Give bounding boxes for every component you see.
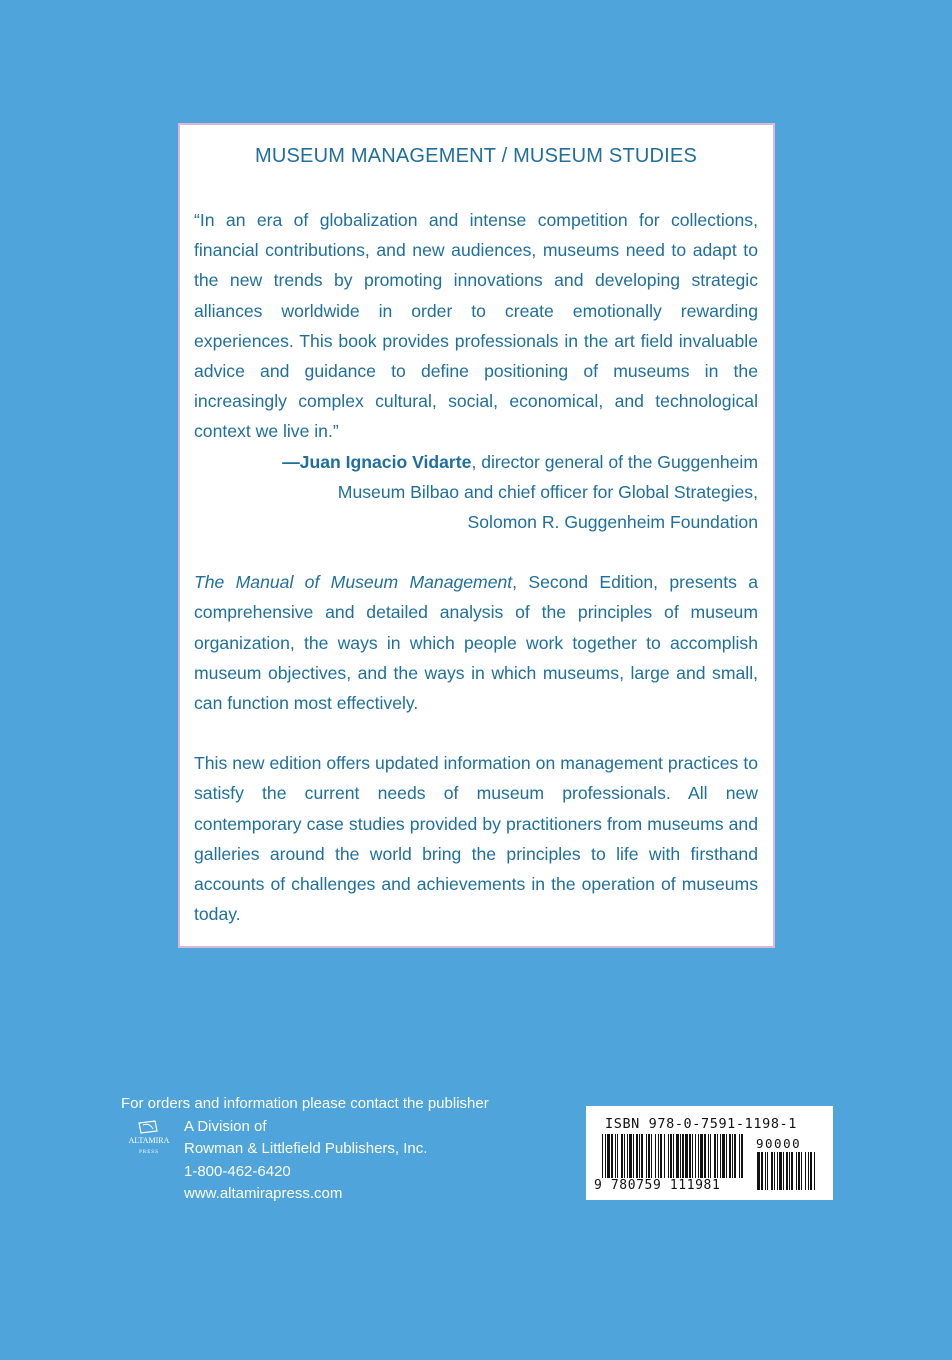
barcode-addon-bar [796,1152,797,1190]
barcode-bar [708,1134,709,1178]
barcode-bar [700,1134,703,1178]
barcode-bar [658,1134,659,1178]
barcode-bar [734,1134,736,1178]
barcode-addon-bar [808,1152,809,1190]
barcode-addon-bar [771,1152,773,1190]
barcode-bar [641,1134,643,1178]
barcode-bar [636,1134,638,1178]
attribution-name: Juan Ignacio Vidarte [299,451,472,472]
publisher-website: www.altamirapress.com [184,1185,343,1203]
isbn-number: ISBN 978-0-7591-1198-1 [605,1116,798,1132]
barcode-bar [664,1134,665,1178]
book-description [194,567,758,718]
new-edition-paragraph: This new edition offers updated information on management practices to satisfy the current needs of museum professionals. All new contemporary case studies provided by practitioners from museums and galleries around the world bring the principles to life with firsthand accounts of challenges and achievements in the operation of museums today. [194,753,758,925]
spacer [194,537,758,567]
publisher-company: Rowman & Littlefield Publishers, Inc. [184,1140,428,1158]
price-code: 90000 [756,1136,802,1151]
barcode-bar [685,1134,688,1178]
barcode-bar [741,1134,743,1178]
barcode-bar [729,1134,731,1178]
book-title: The Manual of Museum Management [194,572,513,593]
barcode-bar [639,1134,640,1178]
logo-subtext: PRESS [139,1150,159,1155]
back-cover-panel [178,123,775,948]
publisher-phone: 1-800-462-6420 [184,1162,291,1180]
barcode-bar [605,1134,606,1178]
barcode-bar [624,1134,625,1178]
attribution-line1: , director general of the Guggenheim [471,451,758,472]
barcode-bar [682,1134,684,1178]
barcode-bar [670,1134,672,1178]
barcode-addon-bar [779,1152,782,1190]
barcode-bar [732,1134,733,1178]
publisher-lead: For orders and information please contact the publisher [121,1095,489,1112]
barcode-bar [680,1134,681,1178]
barcode-addon-bar [777,1152,778,1190]
barcode-bar [710,1134,711,1178]
barcode-bar [607,1134,610,1178]
barcode-addon-bar [810,1152,812,1190]
barcode-bar [673,1134,674,1178]
barcode-bar [602,1134,603,1178]
barcode-addon-bar [789,1152,790,1190]
barcode-addon-bar [767,1152,768,1190]
barcode-addon-bar [791,1152,793,1190]
barcode-addon-bar [783,1152,784,1190]
barcode-addon-bar [765,1152,766,1190]
barcode-addon-bar [774,1152,775,1190]
barcode-bar [668,1134,669,1178]
barcode-bar [629,1134,632,1178]
barcode-bar [722,1134,725,1178]
barcode-bar [646,1134,647,1178]
barcode-bar [651,1134,652,1178]
attribution-dash: — [282,451,300,472]
altamira-logo [123,1117,175,1157]
barcode-bar [720,1134,721,1178]
publisher-info [121,1093,489,1206]
category-heading: MUSEUM MANAGEMENT / MUSEUM STUDIES [254,145,697,167]
barcode-bar [621,1134,623,1178]
isbn-barcode [586,1106,833,1200]
barcode-addon-bar [814,1152,815,1190]
attribution-line3: Solomon R. Guggenheim Foundation [467,512,758,533]
barcode-addon-bar [757,1152,760,1190]
barcode-bar [611,1134,613,1178]
barcode-addon-bar [805,1152,806,1190]
barcode-addon-bar [801,1152,802,1190]
attribution-line2: Museum Bilbao and chief officer for Global Strategies, [337,481,758,502]
barcode-bar [617,1134,618,1178]
barcode-addon-bar [786,1152,788,1190]
endorsement-quote: “In an era of globalization and intense competition for collections, financial contributions, and new audiences, museums need to adapt to the new trends by promoting innovations and developing strategic alliances worldwide in order to create emotionally rewarding experiences. This book provides professionals in the art field invaluable advice and guidance to define positioning of museums in the increasingly complex cultural, social, economical, and technological context we live in.” [194,210,758,442]
barcode-addon-bar [798,1152,800,1190]
barcode-bar [714,1134,716,1178]
barcode-bar [698,1134,699,1178]
barcode-digits: 9 780759 111981 [594,1178,721,1193]
barcode-bar [726,1134,727,1178]
description-text: , Second Edition, presents a comprehensive and detailed analysis of the principles of museum organization, the ways in which people work together to accomplish museum objectives, and the ways in which museums, large and small, can function most effectively. [194,572,758,714]
spacer [194,718,758,748]
barcode-bar [695,1134,696,1178]
barcode-bar [615,1134,616,1178]
barcode-bar [676,1134,679,1178]
endorsement-attribution [194,447,758,538]
barcode-bar [739,1134,740,1178]
barcode-bar [692,1134,693,1178]
barcode-addon-bar [761,1152,763,1190]
barcode-bar [633,1134,634,1178]
logo-text: ALTAMIRA [128,1136,170,1145]
barcode-bar [627,1134,628,1178]
barcode-bar [689,1134,691,1178]
publisher-division: A Division of [184,1117,267,1135]
barcode-bar [704,1134,706,1178]
barcode-bar [648,1134,650,1178]
barcode-bar [660,1134,662,1178]
barcode-bar [655,1134,656,1178]
barcode-bar [717,1134,718,1178]
